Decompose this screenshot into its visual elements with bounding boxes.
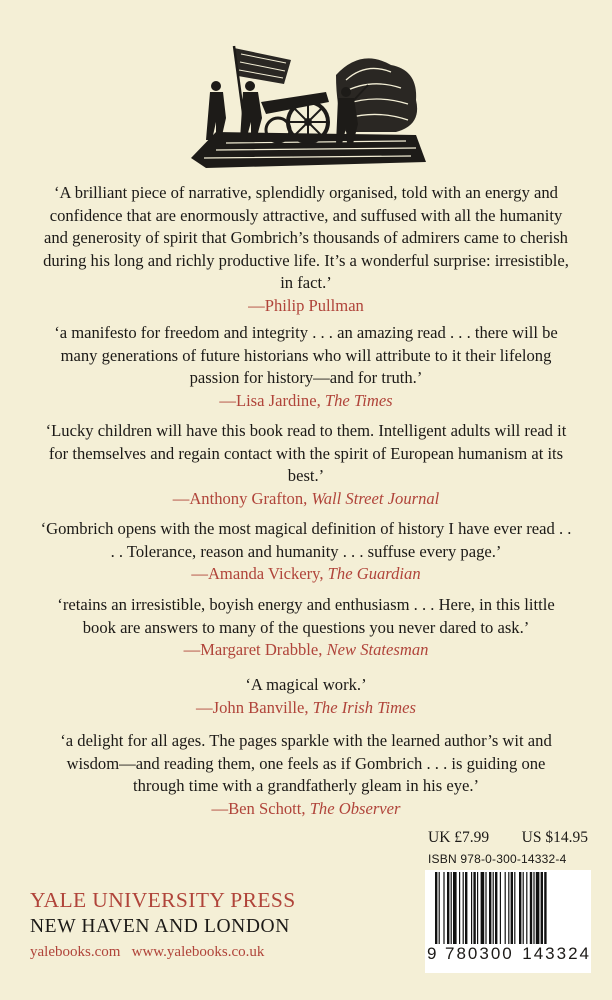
review-attribution	[40, 390, 572, 413]
barcode-bar	[541, 872, 543, 944]
review-quote-text: ‘Gombrich opens with the most magical definition of history I have ever read . . . . Tolerance, reason and humanity . . . suffuse every page.’	[40, 519, 572, 561]
barcode-bar	[471, 872, 472, 944]
review-author: —Lisa Jardine,	[219, 390, 325, 410]
publisher-location: NEW HAVEN AND LONDON	[30, 916, 290, 937]
barcode-bar	[495, 872, 497, 944]
barcode-bar	[477, 872, 478, 944]
barcode-bar	[526, 872, 527, 944]
review-quote-text: ‘a delight for all ages. The pages sparkle with the learned author’s wit and wisdom—and reading them, one feels as if Gombrich . . . is guiding one through time with a grandfatherly gleam in his eye.’	[60, 731, 552, 795]
barcode-bar	[530, 872, 532, 944]
review-quote	[40, 594, 572, 662]
review-quote	[40, 674, 572, 719]
review-quote	[40, 322, 572, 412]
review-author: —Philip Pullman	[248, 295, 364, 315]
review-attribution	[40, 488, 572, 511]
review-publication: The Times	[324, 390, 393, 410]
barcode-bar	[505, 872, 506, 944]
review-quote-text: ‘a manifesto for freedom and integrity . . . an amazing read . . . there will be many generations of future historians who will attribute to it their lifelong passion for history—and for truth.’	[54, 323, 558, 387]
barcode-bar	[514, 872, 515, 944]
barcode-bar	[500, 872, 501, 944]
review-author: —Amanda Vickery,	[191, 564, 328, 583]
barcode-bar	[463, 872, 464, 944]
publisher-name: YALE UNIVERSITY PRESS	[30, 888, 296, 912]
barcode-bar	[473, 872, 475, 944]
barcode-bar	[459, 872, 460, 944]
isbn-label: ISBN 978-0-300-14332-4	[428, 852, 567, 866]
review-attribution	[40, 295, 572, 318]
publisher-websites: yalebooks.com www.yalebooks.co.uk	[30, 944, 265, 960]
review-author: —Anthony Grafton,	[172, 488, 312, 508]
barcode-bar	[453, 872, 457, 944]
barcode-bar	[511, 872, 513, 944]
barcode-bar	[447, 872, 449, 944]
barcode-bar	[465, 872, 467, 944]
barcode-bars-icon	[433, 872, 583, 948]
review-author: —John Banville,	[196, 697, 313, 717]
barcode-bar	[451, 872, 452, 944]
review-attribution	[40, 697, 572, 720]
barcode-bar	[481, 872, 485, 944]
barcode-bar	[485, 872, 486, 944]
barcode-bar	[533, 872, 534, 944]
barcode-bar	[493, 872, 494, 944]
barcode-bar	[508, 872, 509, 944]
review-quote	[40, 420, 572, 510]
woodcut-cannon-illustration	[186, 40, 431, 170]
review-quote	[40, 518, 572, 586]
review-attribution	[40, 639, 572, 662]
barcode-first-digit: 9	[427, 944, 437, 963]
barcode-bar	[443, 872, 444, 944]
barcode-bar	[519, 872, 521, 944]
barcode-bar	[439, 872, 440, 944]
barcode	[425, 870, 591, 973]
review-attribution	[40, 798, 572, 821]
barcode-bar	[523, 872, 524, 944]
review-publication: The Guardian	[327, 564, 421, 583]
review-quote	[40, 730, 572, 820]
barcode-bar	[435, 872, 437, 944]
review-quote-text: ‘A brilliant piece of narrative, splendidly organised, told with an energy and confidence that are enormously attractive, and suffused with all the humanity and generosity of spirit that Gombrich’s thousands of admirers came to cherish during his long and richly productive life. It’s a wonderful surprise: irresistible, in fact.’	[43, 183, 569, 292]
review-quote-text: ‘Lucky children will have this book read to them. Intelligent adults will read it for themselves and regain contact with the spirit of European humanism at its best.’	[45, 421, 567, 485]
barcode-bar	[536, 872, 540, 944]
barcode-digits	[427, 944, 591, 964]
review-quote-text: ‘A magical work.’	[245, 675, 367, 694]
barcode-group-right: 143324	[522, 944, 591, 963]
review-publication: Wall Street Journal	[311, 488, 440, 508]
barcode-bar	[544, 872, 546, 944]
barcode-bar	[489, 872, 491, 944]
review-quote	[40, 182, 572, 317]
review-author: —Margaret Drabble,	[183, 640, 327, 659]
price-line	[428, 829, 588, 847]
review-quote-text: ‘retains an irresistible, boyish energy and enthusiasm . . . Here, in this little book are answers to many of the questions you never dared to ask.’	[57, 595, 555, 637]
review-attribution	[40, 563, 572, 586]
review-publication: The Irish Times	[312, 697, 416, 717]
woodcut-cannon-soldiers-icon	[186, 40, 431, 170]
price-uk: UK £7.99	[428, 829, 490, 846]
review-publication: New Statesman	[326, 640, 429, 659]
barcode-group-left: 780300	[445, 944, 514, 963]
review-author: —Ben Schott,	[211, 798, 310, 818]
price-us: US $14.95	[521, 829, 588, 846]
review-publication: The Observer	[309, 798, 401, 818]
